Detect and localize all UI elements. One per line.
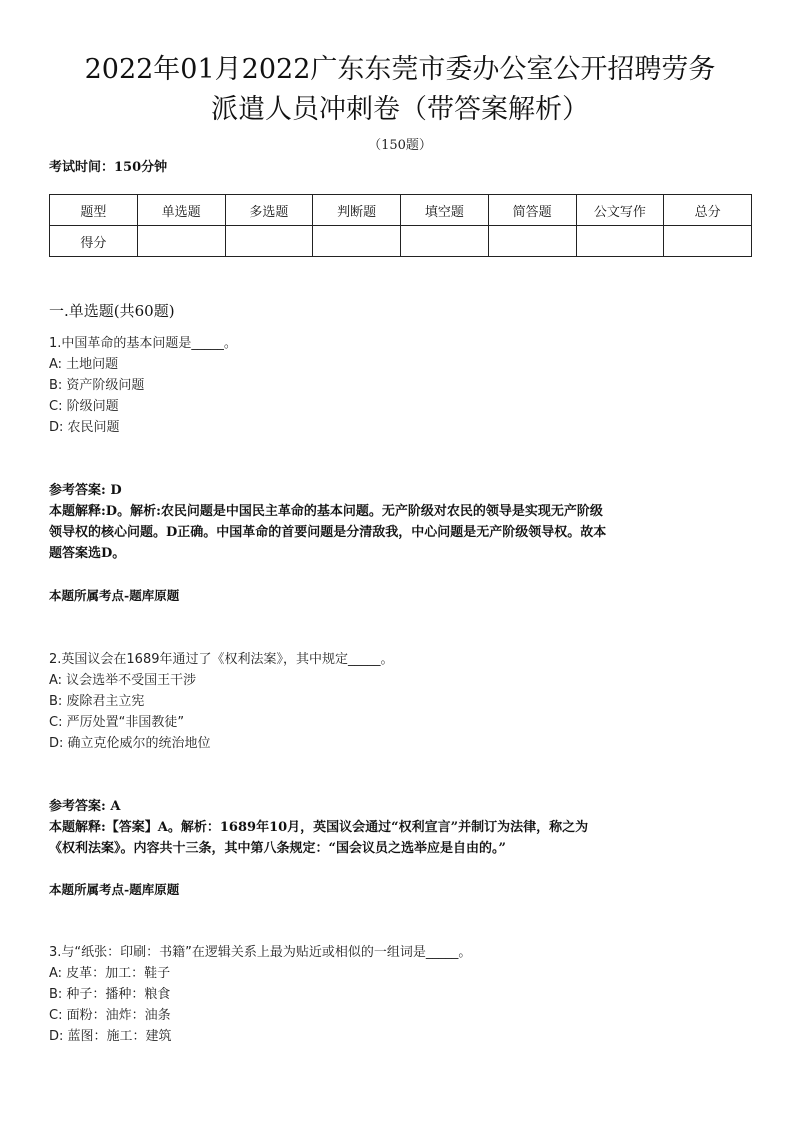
score-table [49, 194, 752, 257]
score-table-score-row [50, 226, 752, 257]
document-title-line-1: 2022年01月2022广东东莞市委办公室公开招聘劳务 [84, 54, 716, 85]
option-b: B: 种子：播种：粮食 [49, 987, 171, 1002]
option-a: A: 皮革：加工：鞋子 [49, 966, 171, 981]
score-header-cell: 公文写作 [576, 195, 664, 226]
knowledge-point: 本题所属考点-题库原题 [49, 882, 180, 897]
score-header-cell: 单选题 [137, 195, 225, 226]
question-stem: 1.中国革命的基本问题是_____。 [49, 336, 237, 351]
explanation-line: 《权利法案》。内容共十三条，其中第八条规定：“国会议员之选举应是自由的。” [49, 841, 506, 856]
document-title-line-2: 派遣人员冲刺卷（带答案解析） [211, 94, 589, 125]
explanation-line: 题答案选D。 [49, 546, 126, 561]
option-d: D: 确立克伦威尔的统治地位 [49, 736, 211, 751]
score-table-header-row [50, 195, 752, 226]
question-3 [49, 942, 759, 1047]
score-header-cell: 判断题 [313, 195, 401, 226]
score-cell [401, 226, 489, 257]
option-a: A: 议会选举不受国王干涉 [49, 673, 197, 688]
score-cell [664, 226, 752, 257]
question-stem: 3.与“纸张：印刷：书籍”在逻辑关系上最为贴近或相似的一组词是_____。 [49, 945, 472, 960]
option-b: B: 废除君主立宪 [49, 694, 145, 709]
score-row-label: 得分 [50, 226, 138, 257]
reference-answer: 参考答案: A [49, 799, 121, 814]
question-2-answer [49, 796, 759, 859]
score-cell [225, 226, 313, 257]
option-d: D: 农民问题 [49, 420, 120, 435]
reference-answer: 参考答案: D [49, 483, 122, 498]
question-stem: 2.英国议会在1689年通过了《权利法案》，其中规定_____。 [49, 652, 394, 667]
section-heading: 一.单选题(共60题) [49, 302, 175, 320]
score-header-cell: 多选题 [225, 195, 313, 226]
option-c: C: 阶级问题 [49, 399, 119, 414]
score-header-cell: 总分 [664, 195, 752, 226]
question-1-knowledge-point [49, 585, 759, 606]
question-2 [49, 649, 759, 754]
question-1 [49, 333, 759, 438]
option-c: C: 严厉处置“非国教徒” [49, 715, 185, 730]
score-header-cell: 简答题 [488, 195, 576, 226]
score-cell [137, 226, 225, 257]
score-header-cell: 填空题 [401, 195, 489, 226]
option-c: C: 面粉：油炸：油条 [49, 1008, 171, 1023]
exam-time: 考试时间：150分钟 [49, 160, 168, 175]
knowledge-point: 本题所属考点-题库原题 [49, 588, 180, 603]
option-d: D: 蓝图：施工：建筑 [49, 1029, 172, 1044]
score-cell [576, 226, 664, 257]
option-a: A: 土地问题 [49, 357, 119, 372]
explanation-line: 本题解释:【答案】A。解析：1689年10月，英国议会通过“权利宣言”并制订为法律，称之为 [49, 820, 589, 835]
question-count: （150题） [368, 138, 432, 153]
explanation-line: 本题解释:D。解析:农民问题是中国民主革命的基本问题。无产阶级对农民的领导是实现无产阶级 [49, 504, 603, 519]
score-header-cell: 题型 [50, 195, 138, 226]
option-b: B: 资产阶级问题 [49, 378, 145, 393]
question-2-knowledge-point [49, 879, 759, 900]
score-cell [313, 226, 401, 257]
explanation-line: 领导权的核心问题。D正确。中国革命的首要问题是分清敌我，中心问题是无产阶级领导权。故本 [49, 525, 607, 540]
score-cell [488, 226, 576, 257]
question-1-answer [49, 480, 759, 564]
